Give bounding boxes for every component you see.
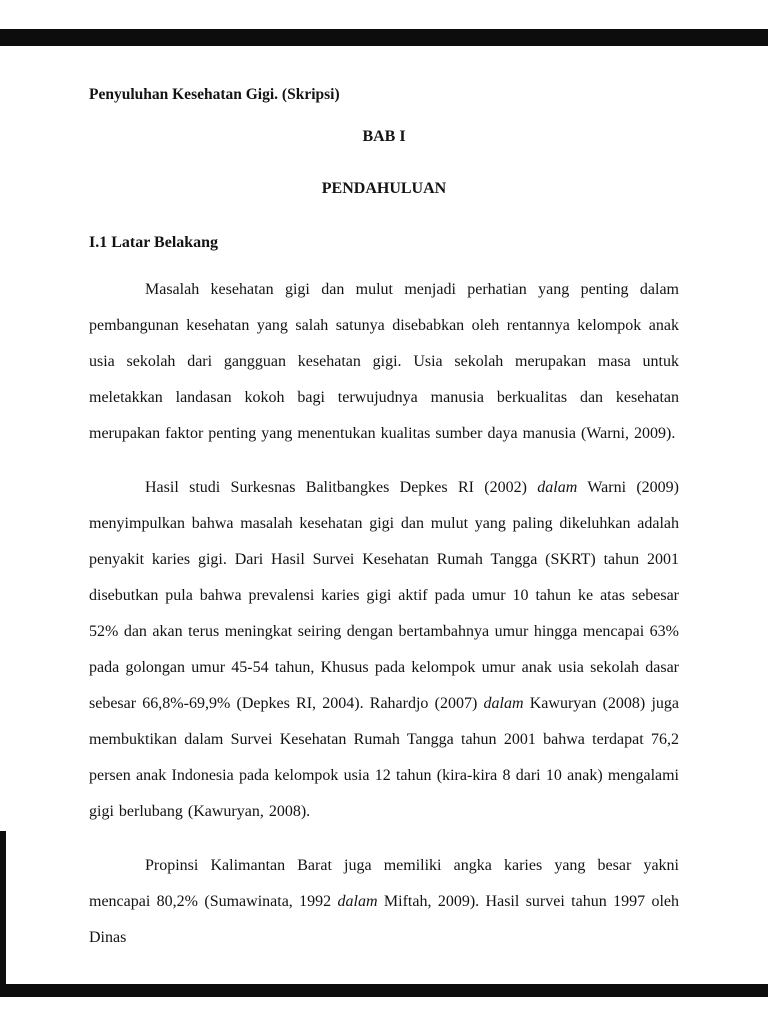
italic-text-run: dalam	[537, 479, 578, 496]
scan-edge-bottom	[0, 984, 768, 997]
document-header-title: Penyuluhan Kesehatan Gigi. (Skripsi)	[89, 86, 340, 103]
scan-edge-left	[0, 831, 6, 997]
text-run: Miftah, 2009). Hasil survei tahun 1997 oleh Dinas	[89, 893, 680, 946]
italic-text-run: dalam	[483, 695, 524, 712]
paragraph	[89, 272, 679, 452]
chapter-label: BAB I	[362, 128, 406, 145]
paragraph	[89, 470, 679, 830]
text-run: Masalah kesehatan gigi dan mulut menjadi perhatian yang penting dalam pembangunan kesehatan yang salah satunya disebabkan oleh rentannya kelompok anak usia sekolah dari gangguan kesehatan gigi. Usia sekolah merupakan masa untuk meletakkan landasan kokoh bagi terwujudnya manusia berkualitas dan kesehatan merupakan faktor penting yang menentukan kualitas sumber daya manusia (Warni, 2009).	[89, 281, 679, 442]
text-run: Warni (2009) menyimpulkan bahwa masalah kesehatan gigi dan mulut yang paling dikeluhkan adalah penyakit karies gigi. Dari Hasil Survei Kesehatan Rumah Tangga (SKRT) tahun 2001 disebutkan pula bahwa prevalensi karies gigi aktif pada umur 10 tahun ke atas sebesar 52% dan akan terus meningkat seiring dengan bertambahnya umur hingga mencapai 63% pada golongan umur 45-54 tahun, Khusus pada kelompok umur anak usia sekolah dasar sebesar 66,8%-69,9% (Depkes RI, 2004). Rahardjo (2007)	[89, 479, 680, 712]
paragraph	[89, 848, 679, 956]
page-content	[89, 86, 679, 974]
text-run: Propinsi Kalimantan Barat juga memiliki angka karies yang besar yakni mencapai 80,2% (Sumawinata, 1992	[89, 857, 679, 910]
body-paragraphs	[89, 272, 679, 956]
scan-edge-top	[0, 29, 768, 46]
text-run: Hasil studi Surkesnas Balitbangkes Depkes RI (2002)	[145, 479, 538, 496]
text-run: Kawuryan (2008) juga membuktikan dalam Survei Kesehatan Rumah Tangga tahun 2001 bahwa terdapat 76,2 persen anak Indonesia pada kelompok usia 12 tahun (kira-kira 8 dari 10 anak) mengalami gigi berlubang (Kawuryan, 2008).	[89, 695, 680, 820]
chapter-title: PENDAHULUAN	[321, 180, 447, 197]
section-heading: I.1 Latar Belakang	[89, 234, 219, 251]
italic-text-run: dalam	[337, 893, 378, 910]
